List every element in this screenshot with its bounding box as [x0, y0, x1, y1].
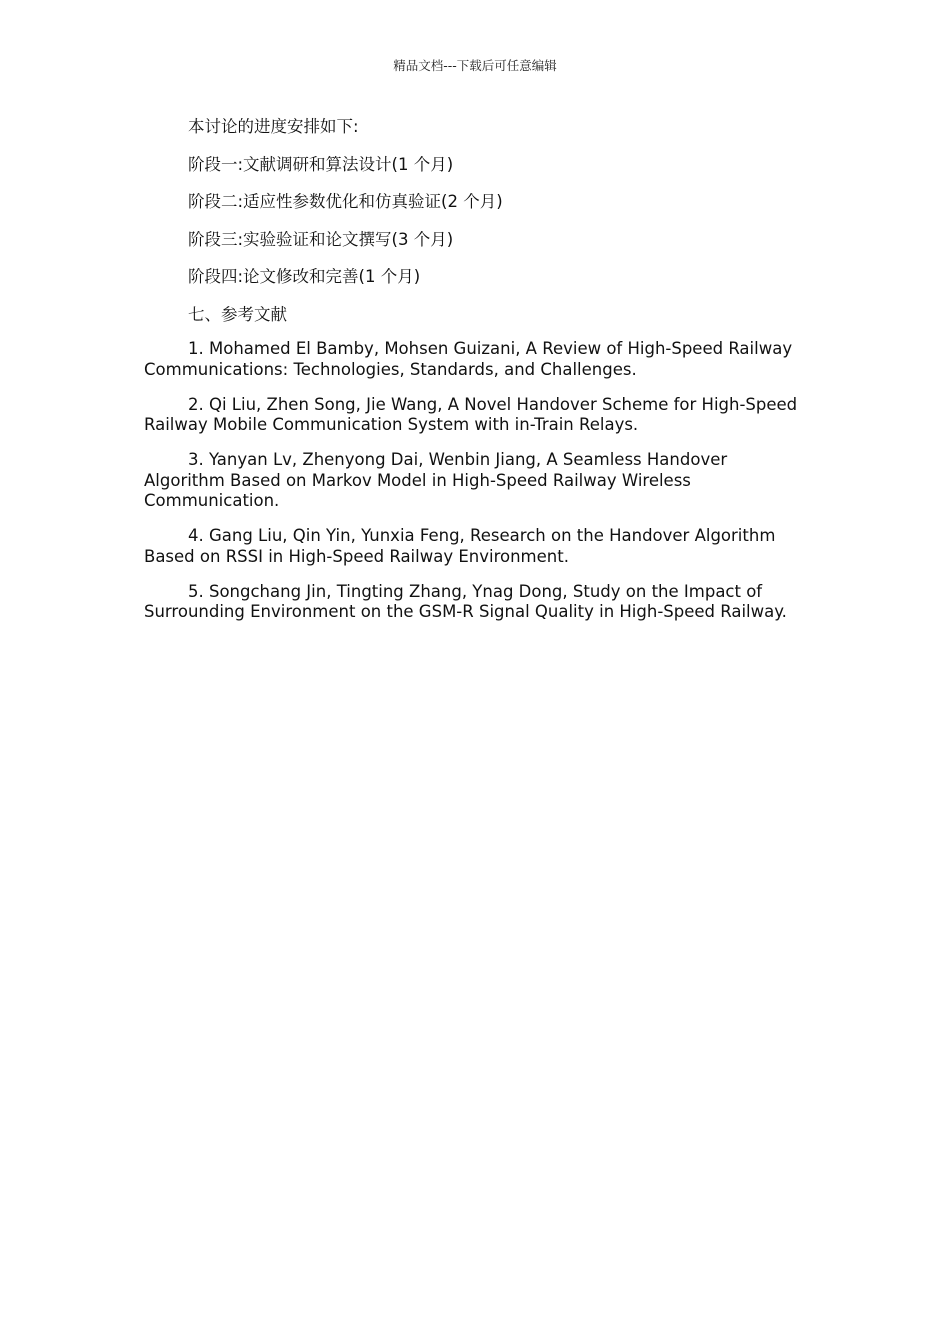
references-heading: 七、参考文献 — [188, 304, 287, 324]
document-body — [144, 117, 809, 637]
schedule-stage-4: 阶段四:论文修改和完善(1 个月) — [188, 267, 421, 286]
schedule-stage-3: 阶段三:实验验证和论文撰写(3 个月) — [188, 229, 454, 249]
reference-item-5: 5. Songchang Jin, Tingting Zhang, Ynag Dong, Study on the Impact of Surrounding Environment on the GSM-R Signal Quality in High-Speed Railway. — [144, 581, 787, 621]
reference-item-3: 3. Yanyan Lv, Zhenyong Dai, Wenbin Jiang, A Seamless Handover Algorithm Based on Markov Model in High-Speed Railway Wireless Communication. — [144, 450, 728, 510]
reference-item-2: 2. Qi Liu, Zhen Song, Jie Wang, A Novel Handover Scheme for High-Speed Railway Mobile Communication System with in-Train Relays. — [144, 394, 798, 434]
schedule-intro: 本讨论的进度安排如下: — [188, 117, 359, 136]
reference-item-4: 4. Gang Liu, Qin Yin, Yunxia Feng, Research on the Handover Algorithm Based on RSSI in High-Speed Railway Environment. — [144, 526, 776, 566]
page-header: 精品文档---下载后可任意编辑 — [393, 58, 557, 73]
schedule-stage-1: 阶段一:文献调研和算法设计(1 个月) — [188, 154, 454, 174]
schedule-stage-2: 阶段二:适应性参数优化和仿真验证(2 个月) — [188, 192, 503, 211]
reference-item-1: 1. Mohamed El Bamby, Mohsen Guizani, A Review of High-Speed Railway Communications: Technologies, Standards, and Challenges. — [144, 339, 793, 379]
